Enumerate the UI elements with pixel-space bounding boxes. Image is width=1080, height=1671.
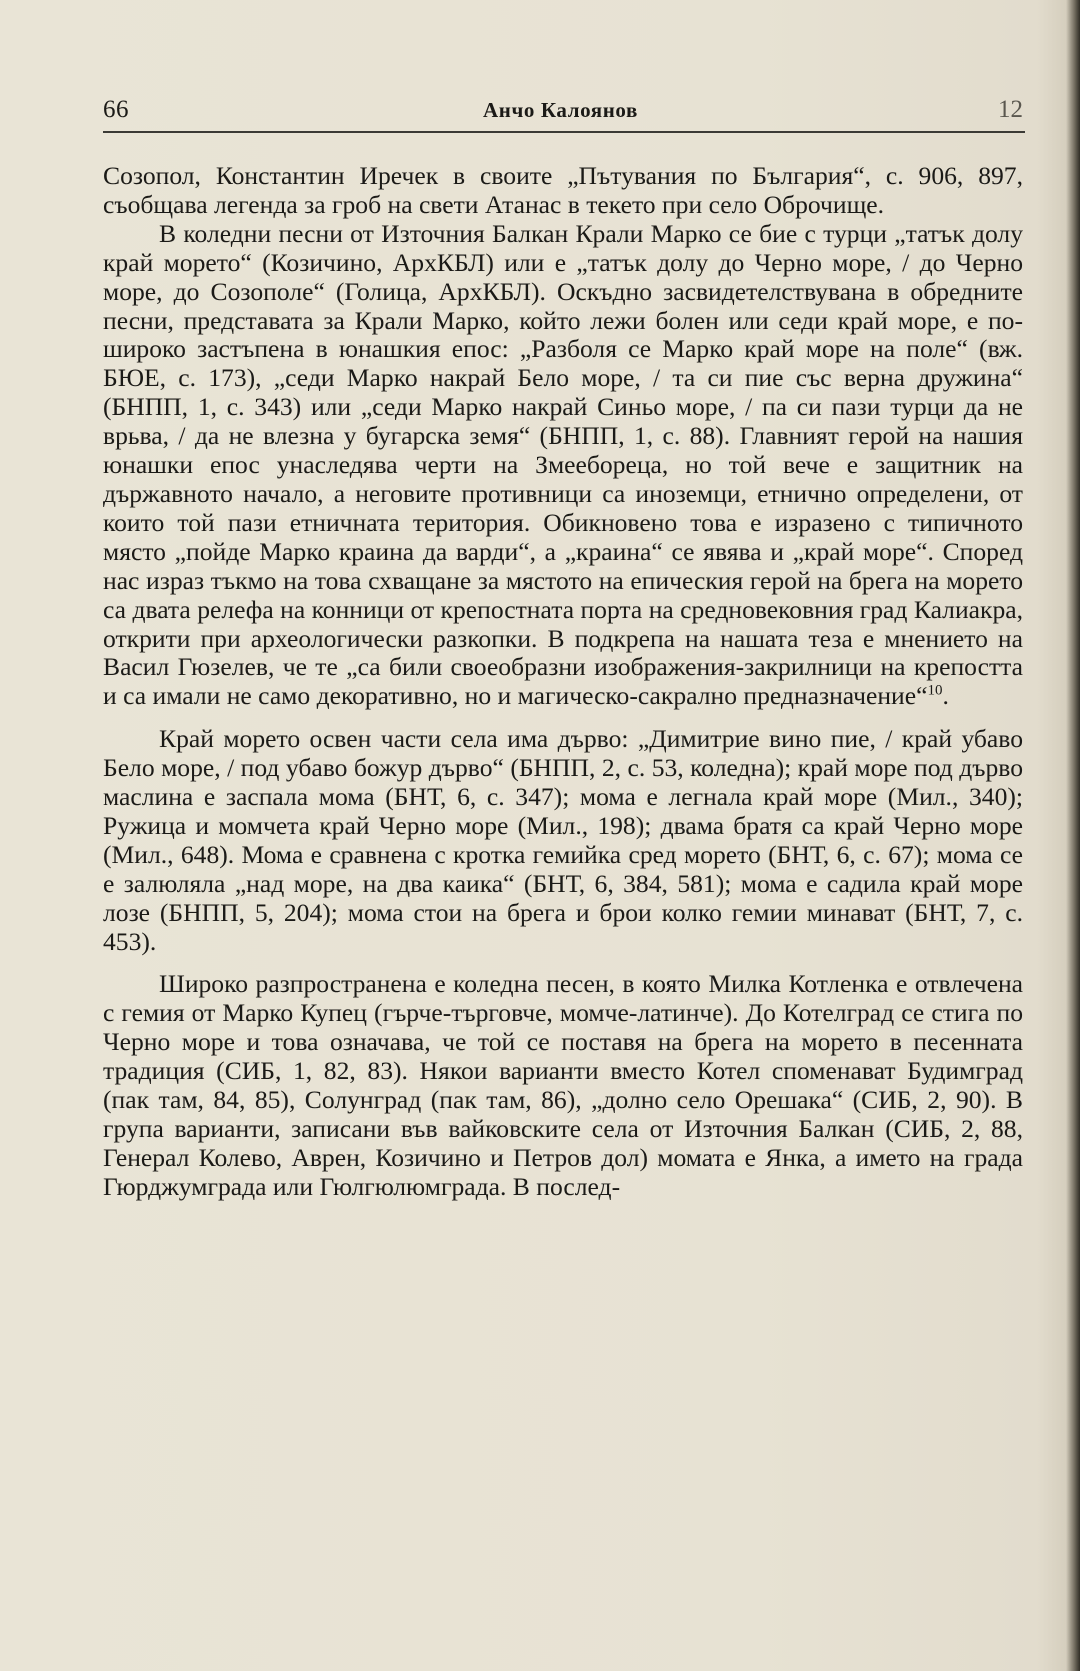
header-rule [103, 131, 1025, 133]
running-head-author: Анчо Калоянов [483, 98, 638, 122]
page-number: 66 [103, 96, 129, 123]
paragraph-3: Край морето освен части села има дърво: „Димитрие вино пие, / край убаво Бело море, / под убаво божур дърво“ (БНПП, 2, с. 53, коледна); край море под дърво маслина е заспала мома (БНТ, 6, с. 347); мома е легнала край море (Мил., 340); Ружица и момчета край Черно море (Мил., 198); двама братя са край Черно море (Мил., 648). Мома е сравнена с кротка гемийка сред морето (БНТ, 6, с. 67); мома се е залюляла „над море, на два каика“ (БНТ, 6, 384, 581); мома е садила край море лозе (БНПП, 5, 204); мома стои на брега и брои колко гемии минават (БНТ, 7, с. 453). [103, 724, 1023, 956]
paragraph-4: Широко разпространена е коледна песен, в която Милка Котленка е отвлечена с гемия от Марко Купец (гърче-търговче, момче-латинче). До Котелград се стига по Черно море и това означава, че той се поставя на брега на морето в песенната традиция (СИБ, 1, 82, 83). Някои варианти вместо Котел споменават Будимград (пак там, 84, 85), Солунград (пак там, 86), „долно село Орешака“ (СИБ, 2, 90). В група варианти, записани във вайковските села от Източния Балкан (СИБ, 2, 88, Генерал Колево, Аврен, Козичино и Петров дол) момата е Янка, а името на града Гюрджумграда или Гюлгюлюмграда. В послед- [103, 969, 1023, 1201]
paragraph-2 [103, 220, 1023, 711]
paragraph-2-end: . [942, 681, 949, 711]
folio-mark: 12 [998, 96, 1023, 123]
paragraph-1: Созопол, Константин Иречек в своите „Пътувания по България“, с. 906, 897, съобщава легенда за гроб на свети Атанас в текето при село Оброчище. [103, 161, 1023, 219]
page-header [103, 92, 1027, 132]
spine-shadow [1066, 0, 1080, 1671]
footnote-marker: 10 [927, 682, 943, 699]
paragraph-2-text: В коледни песни от Източния Балкан Крали Марко се бие с турци „татък долу край морето“ (Козичино, АрхКБЛ) или е „татък долу до Черно море, / до Черно море, до Созополе“ (Голица, АрхКБЛ). Оскъдно засвидетелствувана в обредните песни, представата за Крали Марко, който лежи болен или седи край море, е по-широко застъпена в юнашкия епос: „Разболя се Марко край море на поле“ (вж. БЮЕ, с. 173), „седи Марко накрай Бело море, / та си пие със верна дружина“ (БНПП, 1, с. 343) или „седи Марко накрай Синьо море, / па си пази турци да не врьва, / да не влезна у бугарска земя“ (БНПП, 1, с. 88). Главният герой на нашия юнашки епос унаследява черти на Змееборeца, но той вече е защитник на държавното начало, а неговите противници са иноземци, етнично определени, от които той пази етничната територия. Обикновено това е изразено с типичното място „пойде Марко краина да варди“, а „краина“ се явява и „край море“. Според нас израз тъкмо на това схващане за мястото на епическия герой на брега на морето са двата релефа на конници от крепостната порта на средновековния град Калиакра, открити при археологически разкопки. В подкрепа на нашата теза е мнението на Васил Гюзелев, че те „са били своеобразни изображения-закрилници на крепостта и са имали не само декоративно, но и магическо-сакрално предназначение“ [103, 218, 1023, 711]
body-text [103, 162, 1023, 1202]
